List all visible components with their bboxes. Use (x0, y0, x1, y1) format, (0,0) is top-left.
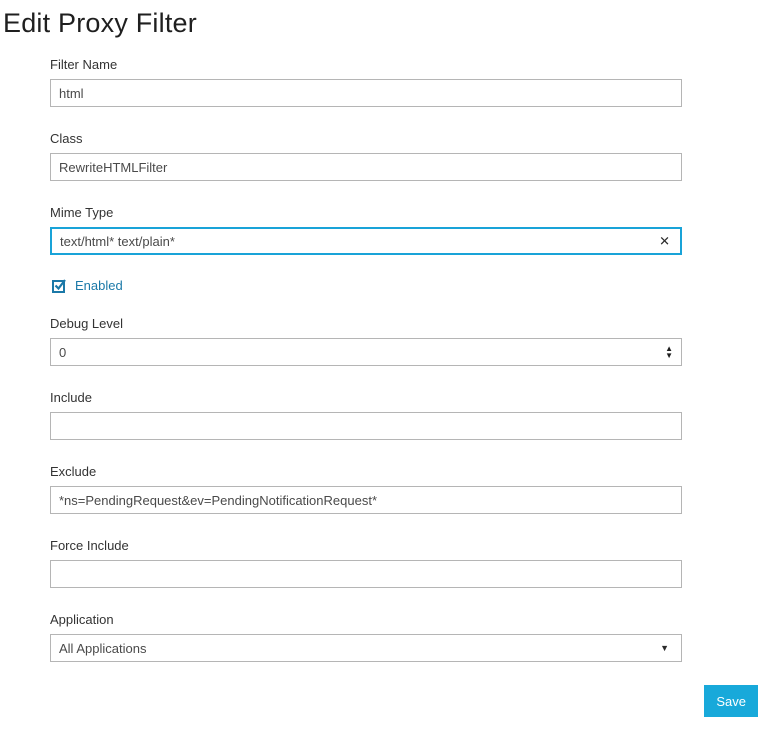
debug-level-input-wrap (50, 338, 682, 366)
class-field (50, 131, 682, 181)
page-title: Edit Proxy Filter (3, 8, 197, 38)
exclude-field (50, 464, 682, 514)
class-label: Class (50, 131, 83, 146)
debug-level-spinner (665, 345, 673, 359)
debug-level-field (50, 316, 682, 366)
checked-checkbox-icon[interactable] (52, 278, 67, 293)
clear-icon[interactable]: ✕ (659, 233, 670, 249)
application-select[interactable] (50, 634, 682, 662)
filter-name-label: Filter Name (50, 57, 118, 72)
include-input[interactable] (50, 412, 682, 440)
spinner-up-icon[interactable]: ▲ (665, 344, 673, 353)
include-field (50, 390, 682, 440)
save-button[interactable]: Save (704, 685, 758, 717)
application-field (50, 612, 682, 662)
exclude-input[interactable] (50, 486, 682, 514)
enabled-label[interactable]: Enabled (75, 277, 123, 293)
debug-level-label: Debug Level (50, 316, 123, 331)
spinner-down-icon[interactable]: ▼ (665, 351, 673, 360)
force-include-input[interactable] (50, 560, 682, 588)
class-input[interactable] (50, 153, 682, 181)
mime-type-label: Mime Type (50, 205, 114, 220)
application-selected-value: All Applications (59, 640, 147, 656)
mime-type-input-wrap (50, 227, 682, 255)
filter-name-field (50, 57, 682, 107)
mime-type-field (50, 205, 682, 255)
filter-name-input[interactable] (50, 79, 682, 107)
application-label: Application (50, 612, 114, 627)
proxy-filter-form (50, 57, 682, 662)
include-label: Include (50, 390, 92, 405)
mime-type-input[interactable] (50, 227, 682, 255)
exclude-label: Exclude (50, 464, 97, 479)
force-include-field (50, 538, 682, 588)
chevron-down-icon: ▼ (660, 642, 669, 653)
force-include-label: Force Include (50, 538, 129, 553)
debug-level-input[interactable] (50, 338, 682, 366)
form-actions (0, 685, 767, 717)
enabled-checkbox-row[interactable] (52, 277, 682, 293)
